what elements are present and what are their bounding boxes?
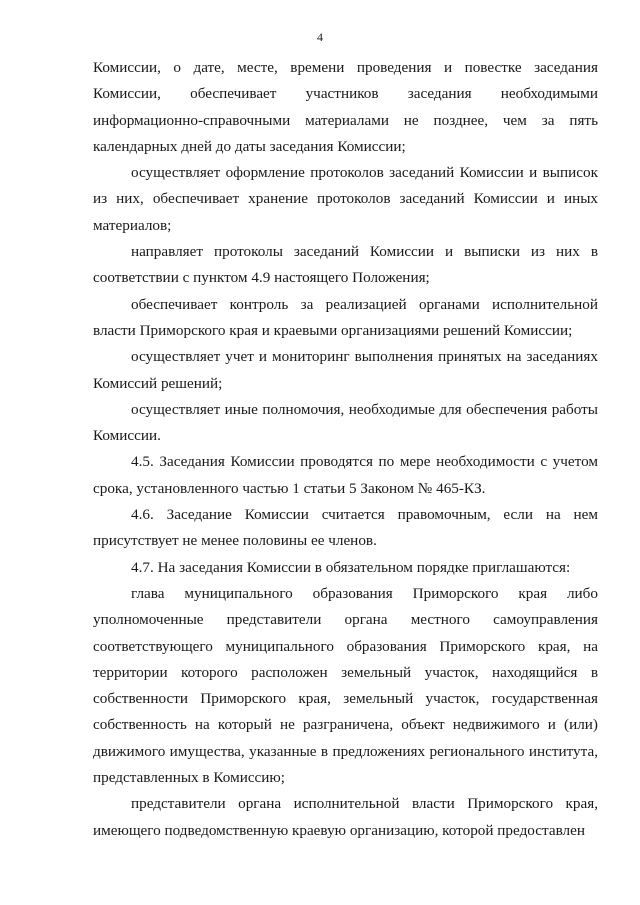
paragraph-executive-representatives: представители органа исполнительной власти Приморского края, имеющего подведомственную краевую организацию, которой предоставлен	[93, 795, 598, 839]
paragraph-4-6: 4.6. Заседание Комиссии считается правомочным, если на нем присутствует не менее половины ее членов.	[93, 506, 598, 550]
paragraph-protocols: осуществляет оформление протоколов заседаний Комиссии и выписок из них, обеспечивает хранение протоколов заседаний Комиссии и иных материалов;	[93, 164, 598, 234]
paragraph-municipal-head: глава муниципального образования Приморского края либо уполномоченные представители органа местного самоуправления соответствующего муниципального образования Приморского края, на территории которого расположен земельный участок, находящийся в собственности Приморского края, земельный участок, государственная собственность на который не разграничена, объект недвижимого и (или) движимого имущества, указанные в предложениях регионального института, представленных в Комиссию;	[93, 584, 598, 787]
paragraph-4-5: 4.5. Заседания Комиссии проводятся по мере необходимости с учетом срока, установленного частью 1 статьи 5 Законом № 465-КЗ.	[93, 453, 598, 497]
paragraph-commission-notice: Комиссии, о дате, месте, времени проведения и повестке заседания Комиссии, обеспечивает участников заседания необходимыми информационно-справочными материалами не позднее, чем за пять календарных дней до даты заседания Комиссии;	[93, 59, 598, 155]
document-body	[93, 55, 598, 844]
paragraph-4-7: 4.7. На заседания Комиссии в обязательном порядке приглашаются:	[131, 558, 571, 576]
page-number: 4	[317, 30, 323, 44]
paragraph-monitoring: осуществляет учет и мониторинг выполнения принятых на заседаниях Комиссий решений;	[93, 348, 598, 392]
paragraph-send-protocols: направляет протоколы заседаний Комиссии и выписки из них в соответствии с пунктом 4.9 настоящего Положения;	[93, 243, 598, 287]
paragraph-control: обеспечивает контроль за реализацией органами исполнительной власти Приморского края и краевыми организациями решений Комиссии;	[93, 295, 598, 339]
paragraph-other-powers: осуществляет иные полномочия, необходимые для обеспечения работы Комиссии.	[93, 400, 598, 445]
